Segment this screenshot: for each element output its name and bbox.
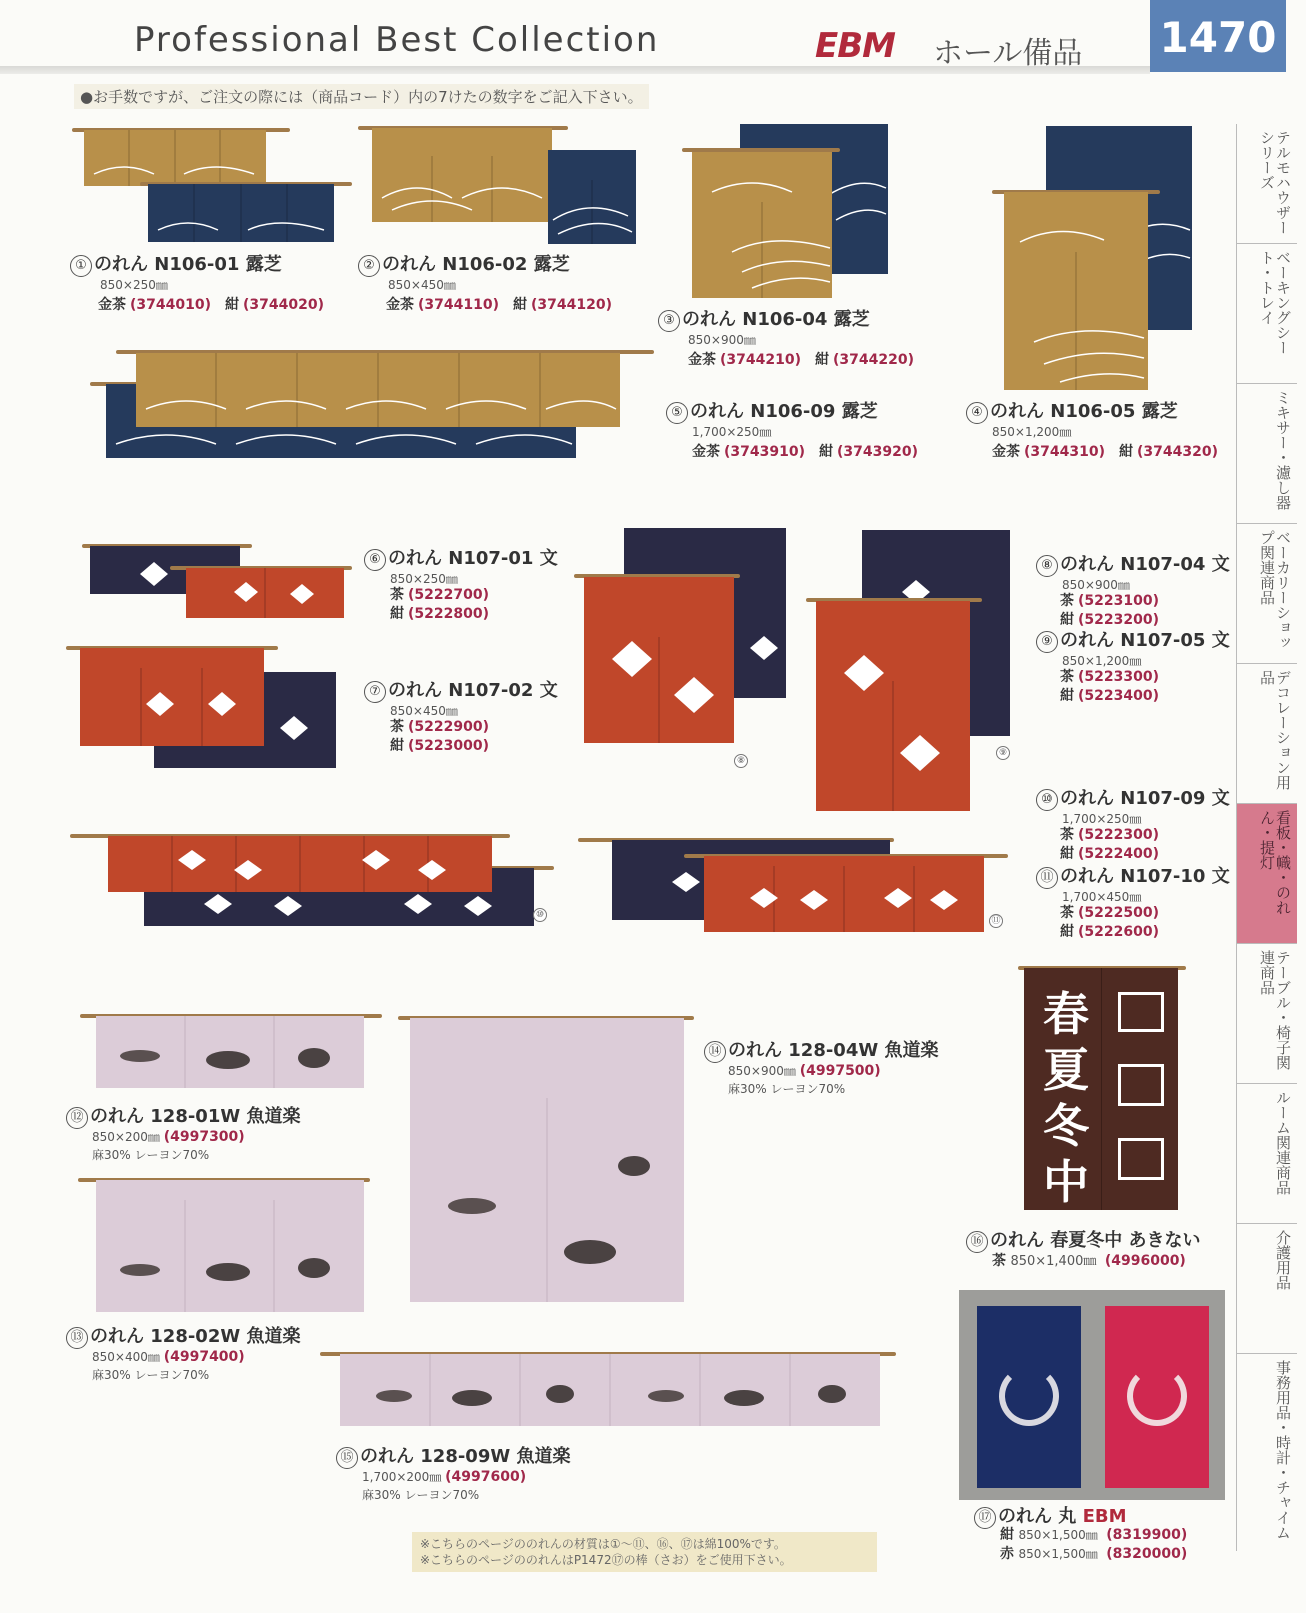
circle-icon [999, 1366, 1059, 1426]
noren-image-n107-04-rust [584, 577, 734, 743]
product-name: ⑯ のれん 春夏冬中 あきない [966, 1226, 1201, 1253]
noren-image-128-01w [96, 1016, 364, 1088]
sidebar-tab-bakery[interactable]: ベーカリーショップ関連商品 [1237, 524, 1297, 664]
product-size: 1,700×200㎜ (4997600) [362, 1469, 527, 1485]
product-size: 850×450㎜ [388, 278, 456, 292]
product-name: ④ のれん N106-05 露芝 [966, 397, 1178, 424]
noren-image-n106-04-gold [692, 152, 832, 298]
noren-image-n106-01-gold [84, 130, 266, 186]
product-codes: 金茶 (3744110) 紺 (3744120) [386, 297, 612, 313]
product-name: ⑦ のれん N107-02 文 [364, 676, 558, 703]
page-number: 1470 [1150, 0, 1286, 72]
product-name: ⑬ のれん 128-02W 魚道楽 [66, 1322, 300, 1349]
product-codes: 茶 (5222700) 紺 (5222800) [390, 587, 489, 622]
sign-char: 冬 [1043, 1099, 1089, 1153]
sidebar-tab-mixer[interactable]: ミキサー・濾し器 [1237, 384, 1297, 524]
noren-image-n107-02-rust [80, 648, 264, 746]
page-header [0, 0, 1306, 78]
sign-char: 中 [1043, 1155, 1089, 1209]
product-codes: 金茶 (3743910) 紺 (3743920) [692, 444, 918, 460]
sign-char: 夏 [1043, 1043, 1089, 1097]
sidebar-tab-decoration[interactable]: デコレーション用品 [1237, 664, 1297, 804]
page-title: Professional Best Collection [134, 20, 660, 60]
abacus-icon [1118, 992, 1164, 1032]
product-size: 850×250㎜ [100, 278, 168, 292]
noren-image-128-04w [410, 1018, 684, 1302]
product-codes: 茶 850×1,400㎜ (4996000) [992, 1253, 1186, 1269]
product-material: 麻30% レーヨン70% [728, 1082, 846, 1096]
product-size: 850×450㎜ [390, 704, 458, 718]
product-size: 850×1,200㎜ [1062, 654, 1142, 668]
product-name: ① のれん N106-01 露芝 [70, 250, 282, 277]
product-size: 1,700×450㎜ [1062, 890, 1142, 904]
sidebar-tab-signs-noren[interactable]: 看板・幟・のれん・提灯 [1237, 804, 1297, 944]
noren-image-n106-09-gold [136, 353, 620, 427]
product-name: ⑨ のれん N107-05 文 [1036, 626, 1230, 653]
noren-navy-panel [977, 1306, 1081, 1488]
brand-logo: EBM [815, 26, 895, 66]
footnote-line: ※こちらのページののれんはP1472⑰の棒（さお）をご使用下さい。 [420, 1553, 792, 1567]
product-material: 麻30% レーヨン70% [92, 1148, 210, 1162]
noren-image-n106-05-gold [1004, 192, 1148, 390]
circle-icon [1127, 1366, 1187, 1426]
order-notice: ●お手数ですが、ご注文の際には（商品コード）内の7けたの数字をご記入下さい。 [74, 84, 649, 109]
product-codes: 茶 (5222300) 紺 (5222400) [1060, 827, 1159, 862]
split-line [1101, 968, 1102, 1210]
noren-image-n107-10-rust [704, 856, 984, 932]
sidebar-tab-room[interactable]: ルーム関連商品 [1237, 1084, 1297, 1224]
product-name: ③ のれん N106-04 露芝 [658, 305, 870, 332]
product-name: ⑫ のれん 128-01W 魚道楽 [66, 1102, 300, 1129]
product-codes: 茶 (5223300) 紺 (5223400) [1060, 669, 1159, 704]
noren-red-panel [1105, 1306, 1209, 1488]
product-codes: 紺 850×1,500㎜ (8319900) 赤 850×1,500㎜ (8320000) [1000, 1527, 1188, 1562]
noren-image-n106-02-gold [372, 128, 552, 222]
product-name: ⑤ のれん N106-09 露芝 [666, 397, 878, 424]
product-name: ② のれん N106-02 露芝 [358, 250, 570, 277]
noren-image-128-02w [96, 1180, 364, 1312]
noren-image-n106-02-navy [548, 150, 636, 244]
product-name: ⑪ のれん N107-10 文 [1036, 862, 1230, 889]
image-tag-11: ⑪ [989, 914, 1003, 928]
product-material: 麻30% レーヨン70% [362, 1488, 480, 1502]
noren-image-n107-05-rust [816, 601, 970, 811]
sidebar-tab-thermohauser[interactable]: テルモハウザーシリーズ [1237, 124, 1297, 244]
product-name: ⑮ のれん 128-09W 魚道楽 [336, 1442, 570, 1469]
product-name: ⑰ のれん 丸 EBM [974, 1502, 1127, 1529]
sidebar-tab-office[interactable]: 事務用品・時計・チャイム [1274, 1360, 1292, 1540]
ledger-icon [1118, 1064, 1164, 1106]
product-size: 1,700×250㎜ [1062, 812, 1142, 826]
product-size: 850×400㎜ (4997400) [92, 1349, 245, 1365]
product-codes: 茶 (5223100) 紺 (5223200) [1060, 593, 1159, 628]
purse-icon [1118, 1138, 1164, 1180]
product-size: 850×200㎜ (4997300) [92, 1129, 245, 1145]
noren-image-maru [959, 1290, 1225, 1500]
footnote-line: ※こちらのページののれんの材質は①～⑪、⑯、⑰は綿100%です。 [420, 1537, 786, 1551]
product-codes: 金茶 (3744310) 紺 (3744320) [992, 444, 1218, 460]
image-tag-10: ⑩ [533, 908, 547, 922]
product-name: ⑭ のれん 128-04W 魚道楽 [704, 1036, 938, 1063]
noren-image-n107-01-rust [186, 568, 344, 618]
product-size: 1,700×250㎜ [692, 425, 772, 439]
noren-image-128-09w [340, 1354, 880, 1426]
sign-char: 春 [1043, 987, 1089, 1041]
product-size: 850×250㎜ [390, 572, 458, 586]
category-sidebar [1236, 124, 1296, 1551]
image-tag-9: ⑨ [996, 746, 1010, 760]
product-name: ⑩ のれん N107-09 文 [1036, 784, 1230, 811]
sidebar-tab-baking-sheet[interactable]: ベーキングシート・トレイ [1237, 244, 1297, 384]
noren-image-akinai [1024, 968, 1178, 1210]
product-codes: 金茶 (3744210) 紺 (3744220) [688, 352, 914, 368]
noren-image-n106-01-navy [148, 184, 334, 242]
category-title: ホール備品 [933, 36, 1083, 71]
product-size: 850×1,200㎜ [992, 425, 1072, 439]
product-material: 麻30% レーヨン70% [92, 1368, 210, 1382]
product-codes: 茶 (5222500) 紺 (5222600) [1060, 905, 1159, 940]
product-name: ⑧ のれん N107-04 文 [1036, 550, 1230, 577]
product-size: 850×900㎜ [688, 333, 756, 347]
product-codes: 金茶 (3744010) 紺 (3744020) [98, 297, 324, 313]
sidebar-tab-table-chair[interactable]: テーブル・椅子関連商品 [1237, 944, 1297, 1084]
product-size: 850×900㎜ (4997500) [728, 1063, 881, 1079]
noren-image-n107-09-rust [108, 836, 492, 892]
product-size: 850×900㎜ [1062, 578, 1130, 592]
image-tag-8: ⑧ [734, 754, 748, 768]
sidebar-tab-care[interactable]: 介護用品 [1237, 1224, 1297, 1354]
material-footnote [412, 1532, 877, 1572]
product-codes: 茶 (5222900) 紺 (5223000) [390, 719, 489, 754]
product-name: ⑥ のれん N107-01 文 [364, 544, 558, 571]
